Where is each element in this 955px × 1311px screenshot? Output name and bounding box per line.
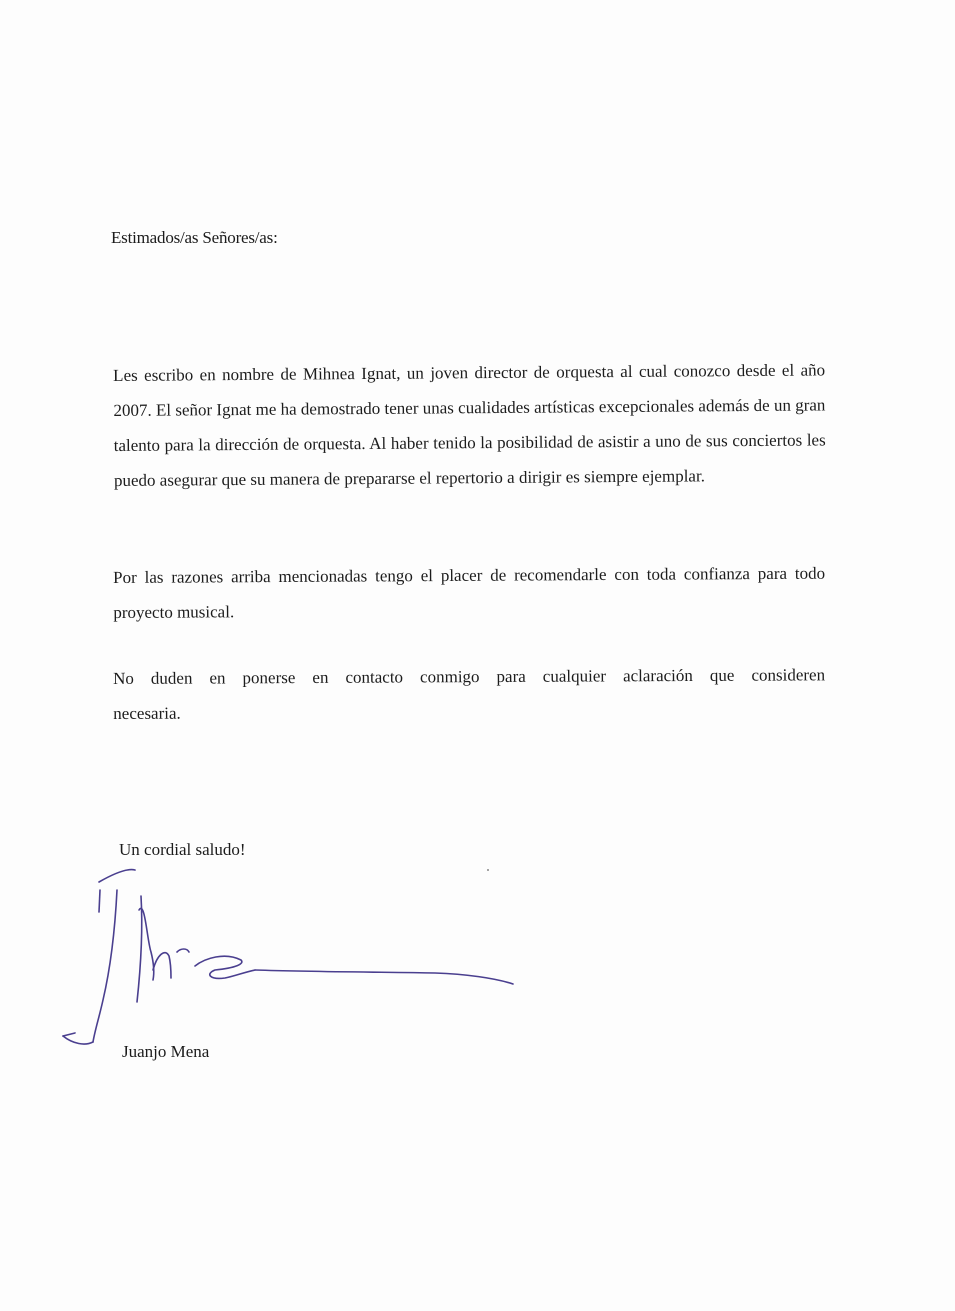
closing: Un cordial saludo! <box>119 840 246 859</box>
paragraph-recommendation: Por las razones arriba mencionadas tengo el placer de recomendarle con toda confianza para todo proyecto musical. <box>113 563 826 622</box>
signer-name: Juanjo Mena <box>122 1042 210 1061</box>
paragraph-contact: No duden en ponerse en contacto conmigo para cualquier aclaración que consideren necesaria. <box>113 665 826 723</box>
handwritten-signature <box>55 860 525 1060</box>
salutation: Estimados/as Señores/as: <box>111 228 278 247</box>
paragraph-introduction: Les escribo en nombre de Mihnea Ignat, un joven director de orquesta al cual conozco desde el año 2007. El señor Ignat me ha demostrado tener unas cualidades artísticas excepcionales además de un gran talento para la dirección de orquesta. Al haber tenido la posibilidad de asistir a uno de sus conciertos les puedo asegurar que su manera de prepararse el repertorio a dirigir es siempre ejemplar. <box>113 360 826 490</box>
